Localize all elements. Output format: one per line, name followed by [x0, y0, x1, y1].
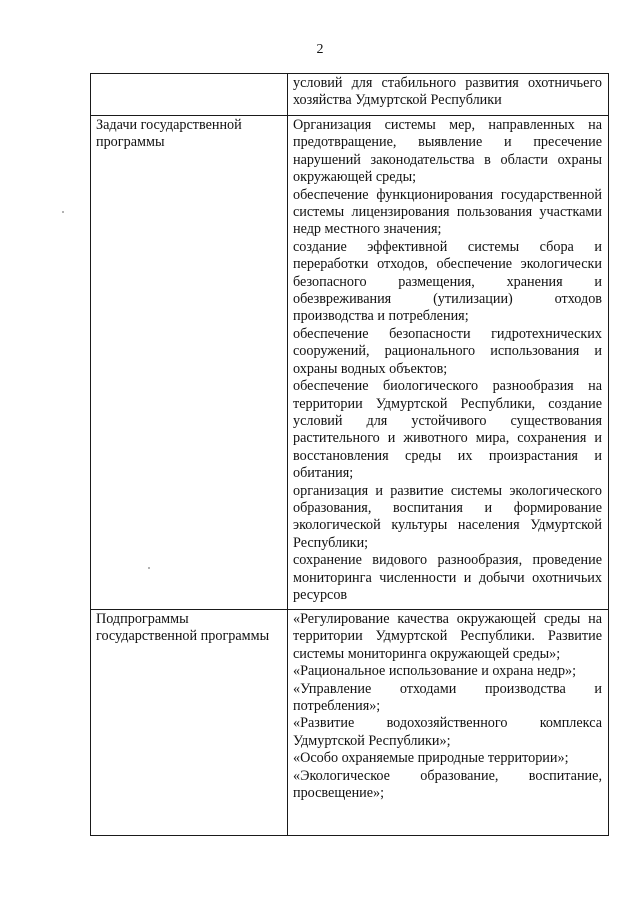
- row-content-cell: [288, 74, 609, 116]
- task-item: обеспечение функционирования государственной системы лицензирования пользования участками недр местного значения;: [293, 186, 602, 238]
- task-item: создание эффективной системы сбора и переработки отходов, обеспечение экологически безопасного размещения, хранения и обезвреживания (утилизации) отходов производства и потребления;: [293, 238, 602, 325]
- scan-speck: [62, 211, 64, 213]
- tasks-label: Задачи государственной программы: [91, 116, 288, 610]
- subprogram-item: «Управление отходами производства и потребления»;: [293, 680, 602, 715]
- subprograms-label: Подпрограммы государственной программы: [91, 610, 288, 836]
- table-row: [91, 74, 609, 116]
- subprogram-item: «Экологическое образование, воспитание, просвещение»;: [293, 767, 602, 802]
- tasks-content: [288, 116, 609, 610]
- row-label-cell: [91, 74, 288, 116]
- subprogram-item: «Особо охраняемые природные территории»;: [293, 750, 569, 767]
- scan-speck: [148, 567, 150, 569]
- task-item: сохранение видового разнообразия, проведение мониторинга численности и добычи охотничьих ресурсов: [293, 552, 602, 603]
- page-number: 2: [316, 42, 324, 57]
- table-row: [91, 610, 609, 836]
- table-row: [91, 116, 609, 610]
- task-item: обеспечение биологического разнообразия на территории Удмуртской Республики, создание условий для устойчивого существования растительного и животного мира, сохранения и восстановления среды их произрастания и обитания;: [293, 378, 602, 482]
- subprogram-item: «Регулирование качества окружающей среды на территории Удмуртской Республики. Развитие системы мониторинга окружающей среды»;: [293, 611, 602, 662]
- task-item: обеспечение безопасности гидротехнических сооружений, рационального использования и охраны водных объектов;: [293, 325, 602, 377]
- subprograms-content: [288, 610, 609, 836]
- subprogram-item: «Рациональное использование и охрана недр»;: [293, 663, 577, 680]
- task-item: Организация системы мер, направленных на предотвращение, выявление и пресечение нарушений законодательства в области охраны окружающей среды;: [293, 117, 602, 186]
- task-item: организация и развитие системы экологического образования, воспитания и формирование экологической культуры населения Удмуртской Республики;: [293, 482, 602, 551]
- program-passport-table: [90, 73, 609, 836]
- content-paragraph: условий для стабильного развития охотничьего хозяйства Удмуртской Республики: [293, 75, 602, 109]
- subprogram-item: «Развитие водохозяйственного комплекса Удмуртской Республики»;: [293, 715, 602, 749]
